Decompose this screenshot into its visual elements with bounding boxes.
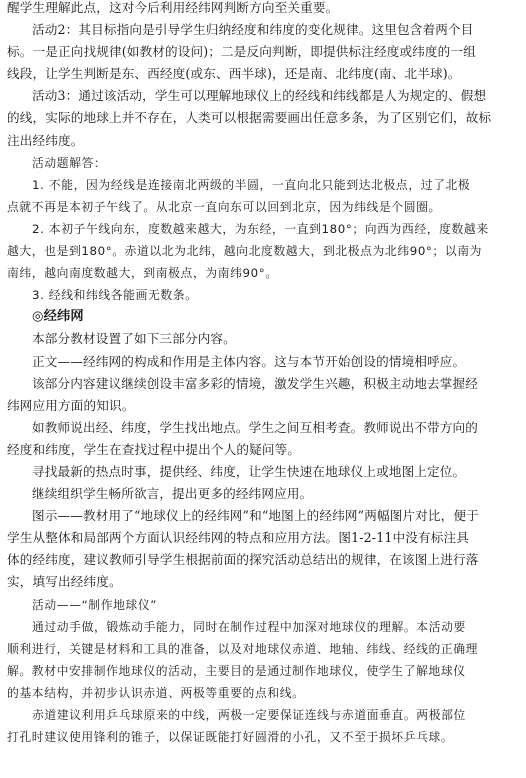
text-line: 顺利进行，关键是材料和工具的准备，以及对地球仪赤道、地轴、纬线、经线的正确理: [7, 641, 479, 656]
text-line: 纬网应用方面的知识。: [7, 397, 135, 413]
text-line: 解。教材中安排制作地球仪的活动，主要目的是通过制作地球仪，使学生了解地球仪: [7, 663, 466, 678]
text-line: 本部分教材设置了如下三部分内容。: [32, 331, 236, 347]
text-line: 的基本结构，并初步认识赤道、两极等重要的点和线。: [7, 685, 305, 700]
text-line: 醒学生理解此点，这对今后利用经纬网判断方向至关重要。: [7, 0, 339, 15]
text-line: 活动——“制作地球仪”: [32, 597, 157, 612]
text-line: 实，填写出经纬度。: [7, 574, 122, 590]
text-line: 经度和纬度，学生在查找过程中提出个人的疑问等。: [7, 441, 301, 457]
text-line: 活动题解答：: [32, 155, 107, 170]
text-line: 2. 本初子午线向东，度数越来越大，为东经，一直到180°；向西为西经，度数越来: [32, 221, 489, 236]
text-line: 越大，也是到180°。赤道以北为北纬，越向北度数越大，到北极点为北纬90°；以南为: [7, 244, 483, 259]
text-line: 南纬，越向南度数越大，到南极点，为南纬90°。: [7, 266, 278, 281]
text-line: 寻找最新的热点时事，提供经、纬度，让学生快速在地球仪上或地图上定位。: [32, 463, 466, 479]
text-line: 学生从整体和局部两个方面认识经纬网的特点和应用方法。图1-2-11中没有标注具: [7, 530, 470, 546]
text-line: 标。一是正向找规律(如教材的设问)；二是反向判断，即提供标注经度或纬度的一组: [7, 44, 476, 60]
text-line: 打孔时建议使用锋利的锥子，以保证既能打好圆滑的小孔，又不至于损坏乒乓球。: [7, 730, 454, 745]
text-line: 的线，实际的地球上并不存在，人类可以根据需要画出任意多条，为了区别它们，故标: [7, 110, 492, 126]
text-line: 通过动手做，锻炼动手能力，同时在制作过程中加深对地球仪的理解。本活动要: [32, 619, 466, 634]
text-line: 注出经纬度。: [7, 132, 84, 148]
section-heading: ◎经纬网: [32, 309, 84, 325]
text-line: 1. 不能，因为经线是连接南北两级的半圆，一直向北只能到达北极点，过了北极: [32, 177, 471, 192]
text-line: 活动2：其目标指向是引导学生归纳经度和纬度的变化规律。这里包含着两个目: [32, 22, 474, 38]
text-line: 线段，让学生判断是东、西经度(或东、西半球)，还是南、北纬度(南、北半球)。: [7, 66, 461, 82]
text-line: 该部分内容建议继续创设丰富多彩的情境，激发学生兴趣，积极主动地去掌握经: [32, 375, 479, 391]
text-line: 赤道建议利用乒乓球原来的中线，两极一定要保证连线与赤道面垂直。两极部位: [32, 708, 466, 722]
text-line: 活动3：通过该活动，学生可以理解地球仪上的经线和纬线都是人为规定的、假想: [32, 88, 487, 104]
text-line: 3. 经线和纬线各能画无数条。: [32, 288, 198, 303]
text-line: 图示——教材用了“地球仪上的经纬网”和“地图上的经纬网”两幅图片对比，便于: [32, 508, 479, 524]
text-line: 点就不再是本初子午线了。从北京一直向东可以回到北京，因为纬线是个圆圈。: [7, 199, 441, 214]
text-line: 正文——经纬网的构成和作用是主体内容。这与本节开始创设的情境相呼应。: [32, 353, 466, 369]
text-line: 如教师说出经、纬度，学生找出地点。学生之间互相考查。教师说出不带方向的: [32, 419, 479, 435]
text-line: 体的经纬度，建议教师引导学生根据前面的探究活动总结出的规律，在该图上进行落: [7, 552, 479, 568]
text-line: 继续组织学生畅所欲言，提出更多的经纬网应用。: [32, 486, 313, 502]
